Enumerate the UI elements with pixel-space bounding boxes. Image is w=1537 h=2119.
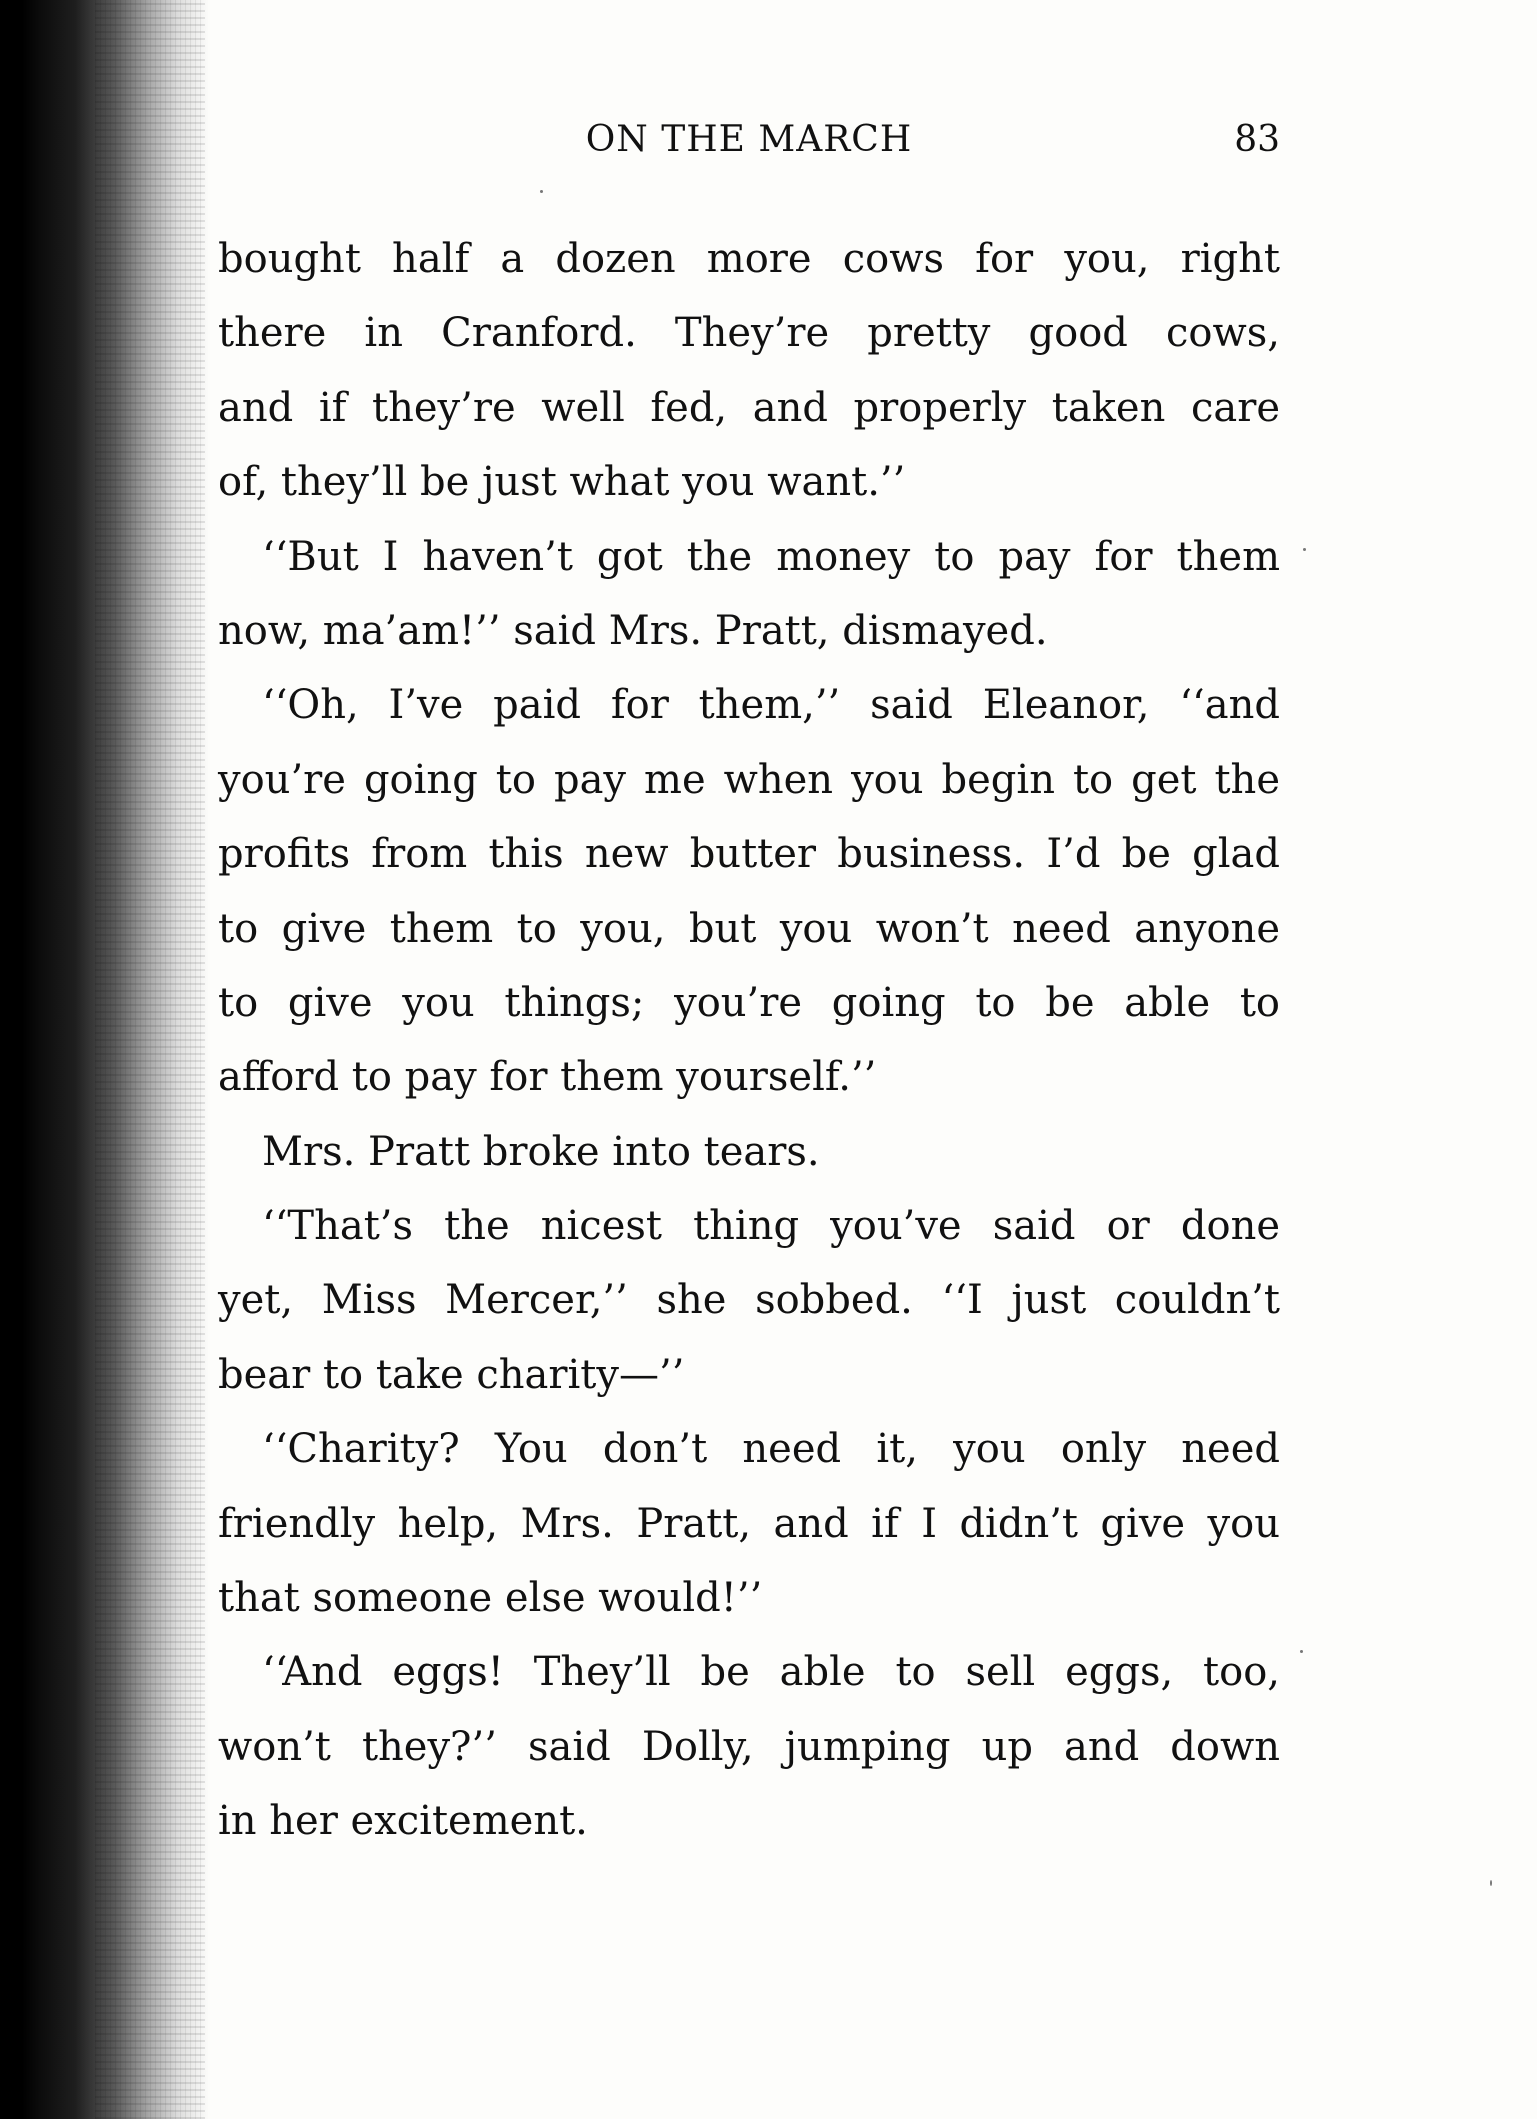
paper-speck	[1490, 1880, 1492, 1886]
text-line: ‘‘Charity? You don’t need it, you only need	[262, 1426, 1280, 1473]
body-text	[218, 222, 1280, 1859]
paper-speck	[540, 190, 543, 193]
binding-texture	[95, 0, 205, 2119]
text-line: and if they’re well fed, and properly taken care	[218, 384, 1280, 431]
text-line: Mrs. Pratt broke into tears.	[262, 1128, 820, 1175]
page-header	[218, 118, 1280, 178]
running-head: ON THE MARCH	[585, 119, 913, 160]
text-line: afford to pay for them yourself.’’	[218, 1054, 877, 1101]
text-line: ‘‘That’s the nicest thing you’ve said or done	[262, 1203, 1280, 1250]
text-line: to give you things; you’re going to be able to	[218, 979, 1280, 1026]
text-line: ‘‘And eggs! They’ll be able to sell eggs, too,	[262, 1649, 1280, 1696]
text-line: to give them to you, but you won’t need anyone	[218, 905, 1280, 952]
text-line: bear to take charity—’’	[218, 1351, 685, 1398]
text-line: profits from this new butter business. I’d be glad	[218, 831, 1280, 878]
text-line: now, ma’am!’’ said Mrs. Pratt, dismayed.	[218, 607, 1048, 654]
text-line: ‘‘Oh, I’ve paid for them,’’ said Eleanor, ‘‘and	[262, 682, 1280, 729]
text-line: of, they’ll be just what you want.’’	[218, 459, 906, 506]
text-line: bought half a dozen more cows for you, right	[218, 236, 1280, 282]
paper-speck	[1303, 548, 1306, 551]
text-line: won’t they?’’ said Dolly, jumping up and down	[218, 1723, 1280, 1770]
text-line: friendly help, Mrs. Pratt, and if I didn’t give you	[218, 1500, 1280, 1547]
text-line: there in Cranford. They’re pretty good cows,	[218, 310, 1280, 357]
text-line: ‘‘But I haven’t got the money to pay for them	[262, 533, 1280, 580]
text-line: that someone else would!’’	[218, 1575, 763, 1622]
paper-speck	[1300, 1650, 1303, 1653]
text-line: yet, Miss Mercer,’’ she sobbed. ‘‘I just couldn’t	[218, 1277, 1280, 1324]
page-number: 83	[1234, 119, 1280, 160]
text-line: you’re going to pay me when you begin to get the	[218, 756, 1280, 803]
text-line: in her excitement.	[218, 1798, 588, 1845]
